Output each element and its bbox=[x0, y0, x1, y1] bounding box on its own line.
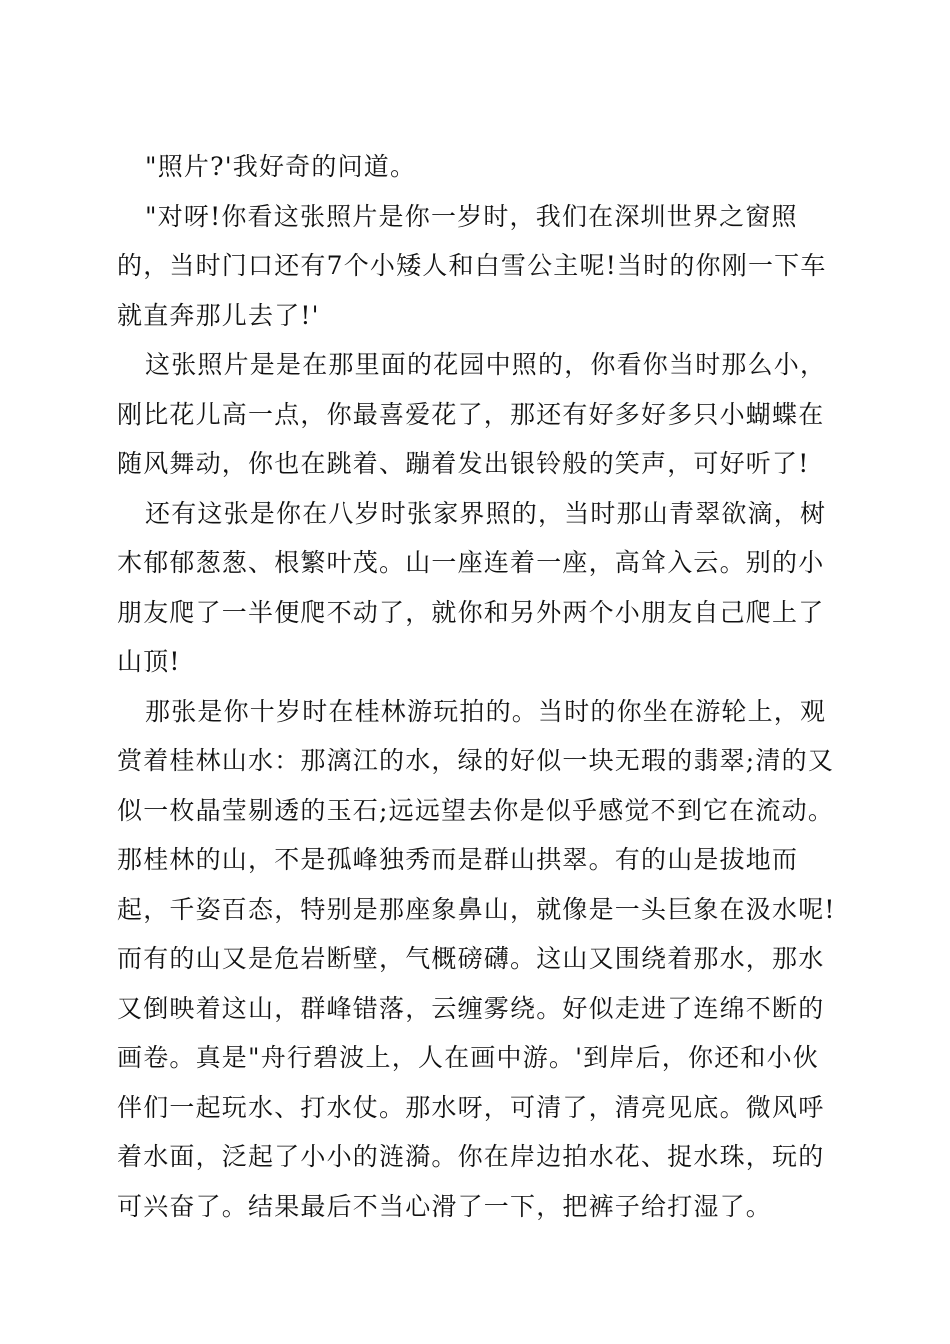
paragraph-4: 还有这张是你在八岁时张家界照的，当时那山青翠欲滴，树木郁郁葱葱、根繁叶茂。山一座连着一座，高耸入云。别的小朋友爬了一半便爬不动了，就你和另外两个小朋友自己爬上了山顶! bbox=[117, 498, 827, 676]
paragraph-2: "对呀!你看这张照片是你一岁时，我们在深圳世界之窗照的，当时门口还有7个小矮人和白雪公主呢!当时的你刚一下车就直奔那儿去了!' bbox=[117, 201, 827, 330]
document-page bbox=[117, 142, 837, 1231]
paragraph-5: 那张是你十岁时在桂林游玩拍的。当时的你坐在游轮上，观赏着桂林山水：那漓江的水，绿的好似一块无瑕的翡翠;清的又似一枚晶莹剔透的玉石;远远望去你是似乎感觉不到它在流动。那桂林的山，不是孤峰独秀而是群山拱翠。有的山是拔地而起，千姿百态，特别是那座象鼻山，就像是一头巨象在汲水呢!而有的山又是危岩断壁，气概磅礴。这山又围绕着那水，那水又倒映着这山，群峰错落，云缠雾绕。好似走进了连绵不断的画卷。真是"舟行碧波上，人在画中游。'到岸后，你还和小伙伴们一起玩水、打水仗。那水呀，可清了，清亮见底。微风呼着水面，泛起了小小的涟漪。你在岸边拍水花、捉水珠，玩的可兴奋了。结果最后不当心滑了一下，把裤子给打湿了。 bbox=[117, 696, 836, 1221]
paragraph-1: "照片?'我好奇的问道。 bbox=[145, 152, 417, 181]
paragraph-3: 这张照片是是在那里面的花园中照的，你看你当时那么小，刚比花儿高一点，你最喜爱花了，那还有好多好多只小蝴蝶在随风舞动，你也在跳着、蹦着发出银铃般的笑声，可好听了! bbox=[117, 350, 827, 478]
